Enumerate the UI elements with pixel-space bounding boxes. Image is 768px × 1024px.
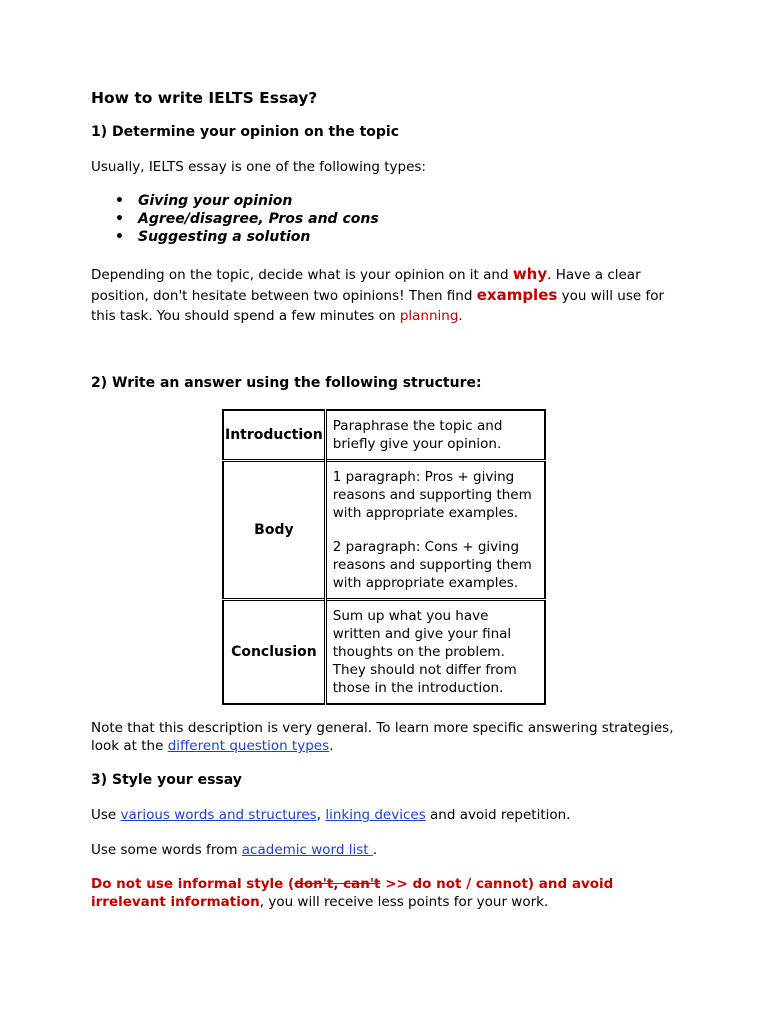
linking-devices-link[interactable]: linking devices (325, 807, 426, 823)
question-types-link[interactable]: different question types (167, 738, 330, 754)
essay-types-list (91, 192, 681, 246)
section-3-line-1: Use various words and structures, linking devices and avoid repetition. (91, 807, 571, 823)
row-description: 1 paragraph: Pros + giving reasons and supporting them with appropriate examples. 2 paragraph: Cons + giving reasons and supporting them with appropriate examples. (325, 461, 545, 600)
table-row (223, 410, 545, 461)
row-label: Body (223, 461, 325, 600)
list-item: • Agree/disagree, Pros and cons (115, 211, 379, 227)
list-item: • Giving your opinion (115, 193, 293, 209)
row-description: Sum up what you have written and give your final thoughts on the problem. They should not differ from those in the introduction. (325, 600, 545, 705)
emphasis-examples: examples (476, 286, 558, 304)
bullet-icon: • (115, 193, 124, 209)
section-2-heading: 2) Write an answer using the following structure: (91, 375, 482, 391)
section-3-line-2: Use some words from academic word list . (91, 842, 378, 858)
section-2-note: Note that this description is very general. To learn more specific answering strategies, look at the different question types. (91, 720, 674, 754)
section-1-paragraph: Depending on the topic, decide what is your opinion on it and why. Have a clear position, don't hesitate between two opinions! Then find examples you will use for this task. You should spend a few minutes on planning. (91, 265, 665, 324)
academic-word-list-link[interactable]: academic word list (241, 842, 373, 858)
list-item: • Suggesting a solution (115, 229, 311, 245)
section-3-warning: Do not use informal style (don't, can't >> do not / cannot) and avoid irrelevant information, you will receive less points for your work. (91, 876, 614, 910)
section-1-intro: Usually, IELTS essay is one of the following types: (91, 159, 426, 175)
section-1-heading: 1) Determine your opinion on the topic (91, 124, 400, 140)
essay-structure-table (222, 409, 546, 705)
page-title: How to write IELTS Essay? (91, 89, 318, 107)
table-row (223, 600, 545, 705)
bullet-icon: • (115, 229, 124, 245)
bullet-icon: • (115, 211, 124, 227)
row-description: Paraphrase the topic and briefly give your opinion. (325, 410, 545, 461)
row-label: Conclusion (223, 600, 325, 705)
table-row (223, 461, 545, 600)
various-words-link[interactable]: various words and structures (120, 807, 317, 823)
row-label: Introduction (223, 410, 325, 461)
emphasis-planning: planning (399, 308, 459, 324)
emphasis-why: why (512, 265, 548, 283)
strike-example: don't, can't (294, 876, 381, 892)
section-3-heading: 3) Style your essay (91, 772, 242, 788)
